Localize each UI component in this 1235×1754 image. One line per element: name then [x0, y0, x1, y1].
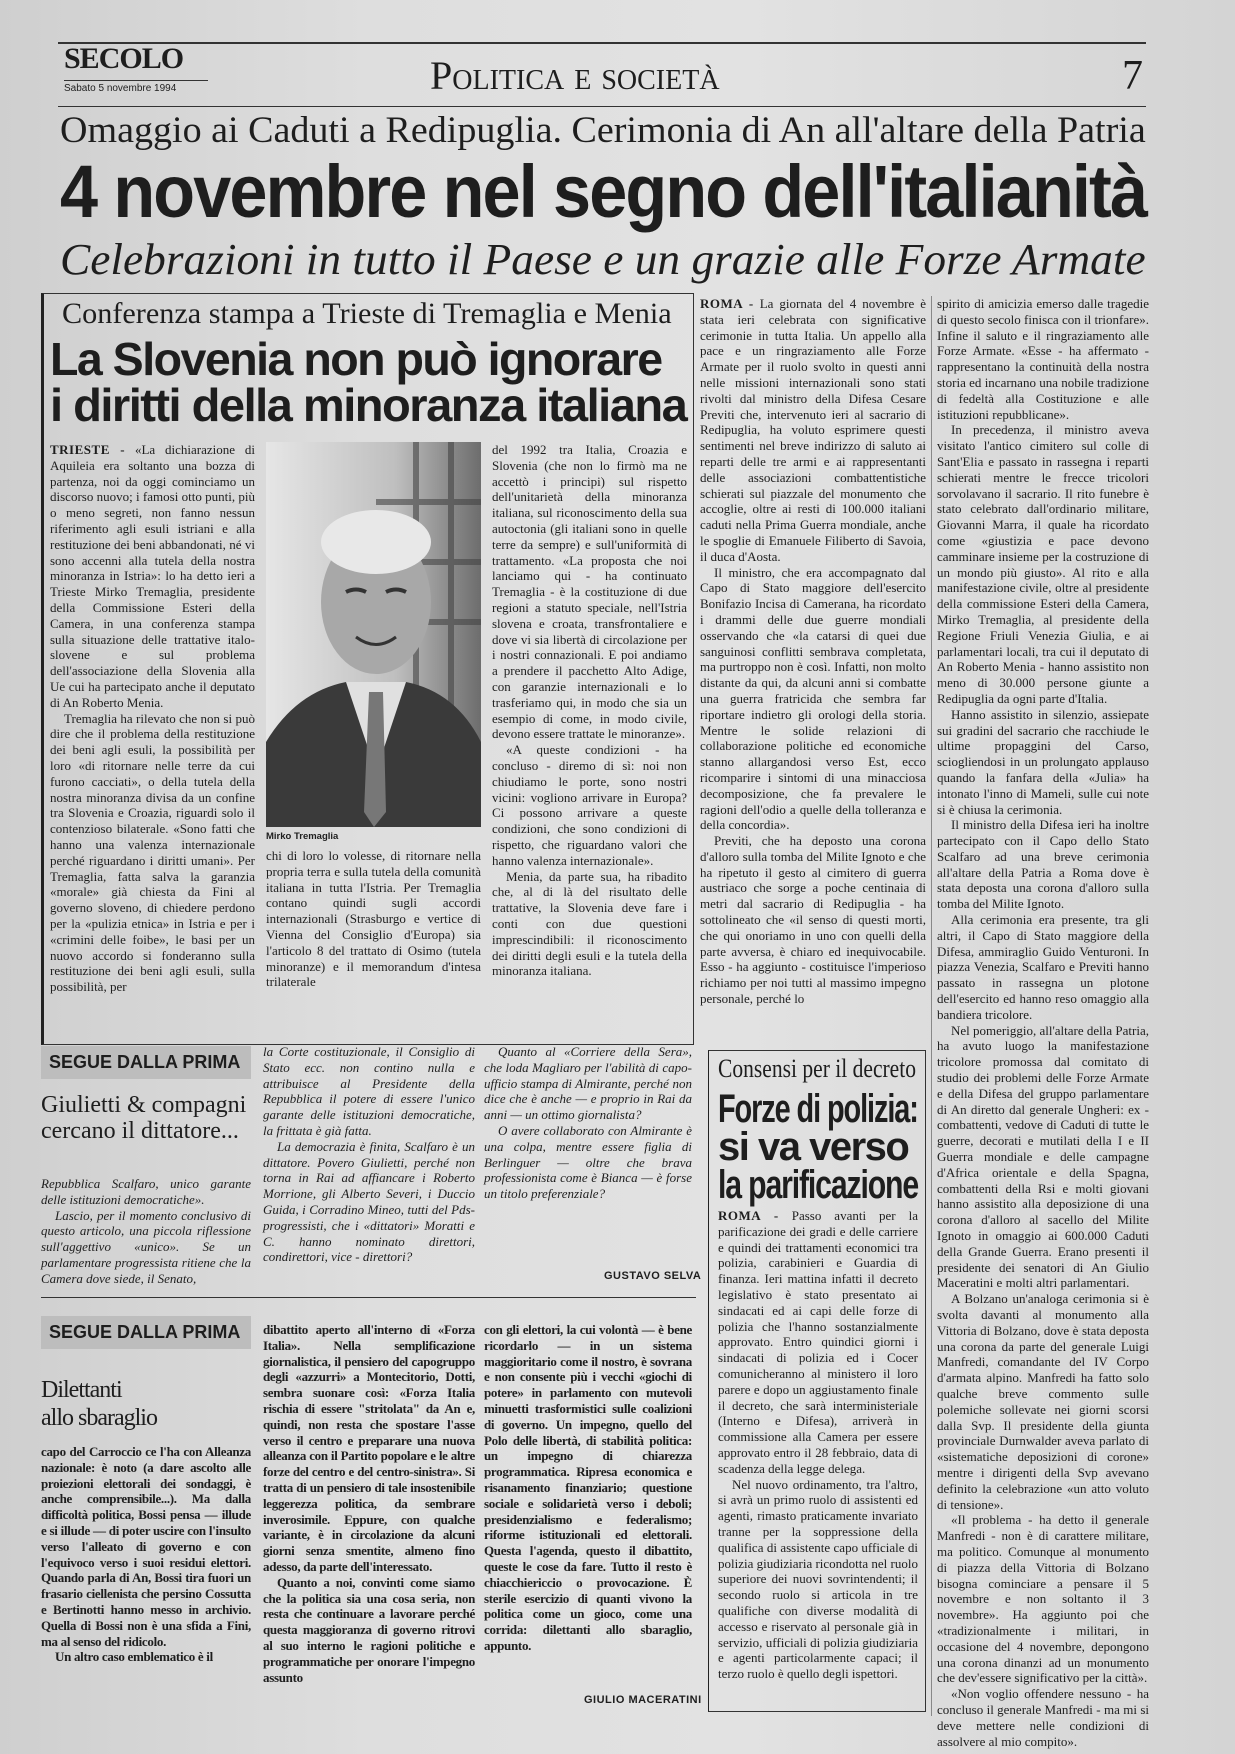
lead-headline-wrap	[60, 150, 1147, 233]
paragraph: spirito di amicizia emerso dalle tragedie di questo secolo finisca con il trionfare». Infine il saluto e il ringraziamento alle Forze Armate. «Esse - ha affermato - rappresentano la continuità della nostra storia ed incarnano una nobile tradizione di fedeltà alla Costituzione e alle istituzioni repubblicane».	[937, 296, 1149, 422]
paragraph: del 1992 tra Italia, Croazia e Slovenia (che non lo firmò ma ne accettò i principi) sul rispetto dell'unitarietà della minoranza italiana, sul riconoscimento della sua autoctonia (gli italiani sono in quelle terre da sempre) e sull'uniformità di trattamento. «La proposta che noi lanciamo qui - ha continuato Tremaglia - è la costituzione di due regioni a statuto speciale, nell'Istria slovena e croata, transfrontaliere e dove vi sia libertà di circolazione per i nostri connazionali. E poi andiamo a prendere il pacchetto Alto Adige, con garanzie internazionali e lo trasferiamo qui, in modo che sia un esempio di come, in modo civile, devono essere trattate le minoranze».	[492, 442, 687, 742]
paragraph: In precedenza, il ministro aveva visitato l'antico cimitero sul colle di Sant'Elia e passato in rassegna i reparti schierati mentre le frecce tricolori sorvolavano il sacrario. Il rito funebre è stato celebrato dall'ordinario militare, Giovanni Marra, il quale ha ricordato come «giustizia e pace devono camminare insieme per la costruzione di un mondo più giusto». Al rito e alla manifestazione civile, oltre al presidente della commissione Esteri della Camera, Mirko Tremaglia, al presidente della Regione Friuli Venezia Giulia, e ai parlamentari locali, tra cui il deputato di An Roberto Menia - hanno assistito non meno di 30.000 persone giunte a Redipuglia da ogni parte d'Italia.	[937, 422, 1149, 706]
portrait-image	[266, 442, 481, 827]
headline-line: Forze di polizia:	[718, 1087, 918, 1131]
trieste-headline-line2: i diritti della minoranza italiana	[50, 379, 687, 431]
logo-rule	[64, 80, 208, 81]
polizia-kicker: Consensi per il decreto	[718, 1054, 916, 1083]
lead-kicker-wrap	[60, 112, 1146, 150]
paragraph: «La dichiarazione di Aquileia era soltanto una bozza di partenza, noi da oggi cominciamo un discorso nuovo; i famosi otto punti, più o meno segreti, non fanno nessun riferimento agli esuli istriani e alla restituzione dei beni abbandonati, né vi sono accenni alla tutela della nostra minoranza in Istria»: lo ha detto ieri a Trieste Mirko Tremaglia, presidente della Commissione Esteri della Camera, in una conferenza stampa sulla situazione delle trattative italo-slovene e sul problema dell'associazione della Slovenia alla Ue cui ha partecipato anche il deputato di An Roberto Menia.	[50, 442, 256, 710]
paragraph: La giornata del 4 novembre è stata ieri celebrata con significative cerimonie in tutta Italia. Un appello alla pace e un ringraziamento alle Forze Armate per il ruolo svolto in questi anni nelle missioni internazionali sono stati rivolti dal ministro della Difesa Cesare Previti che, intervenuto ieri al sacrario di Redipuglia, ha voluto esprimere questi sentimenti nel breve indirizzo di saluto ai reparti delle tre armi e ai rappresentanti delle associazioni combattentistiche schierati sul piazzale del monumento che accoglie, oltre ai resti di 100.000 italiani caduti nella Prima Guerra mondiale, anche le spoglie di Emanuele Filiberto di Savoia, il duca d'Aosta.	[700, 296, 926, 564]
lead-column-1	[700, 296, 926, 1042]
trieste-column-3	[492, 442, 687, 1042]
paragraph: la Corte costituzionale, il Consiglio di Stato ecc. non contino nulla e attribuisce al Presidente della Repubblica il potere di essere l'unico garante delle istituzioni democratiche, la frittata è già fatta.	[263, 1044, 475, 1138]
page-number: 7	[1122, 53, 1143, 99]
headline-line: si va verso	[718, 1125, 909, 1169]
section-rule	[41, 1297, 696, 1298]
section-title: Politica e società	[430, 53, 720, 98]
paragraph: Tremaglia ha rilevato che non si può dire che il problema della restituzione dei beni agli esuli, la possibilità per loro «di ritornare nelle terre da cui furono cacciati», o della tutela della nostra minoranza divisa da un confine tra Slovenia e Croazia, riguardi solo il contenzioso bilaterale. «Sono fatti che hanno una valenza internazionale perché riguardano i diritti umani». Per Tremaglia, fatta salva la garanzia «morale» già chiesta da Fini al governo sloveno, di chiedere perdono per la «pulizia etnica» in Istria e per i «crimini delle foibe», le basi per un nuovo accordo si fonderanno sulla restituzione dei beni agli esuli, sulla possibilità, per	[50, 710, 255, 995]
paragraph: Hanno assistito in silenzio, assiepate sui gradini del sacrario che racchiude le ultime propaggini del Carso, sciogliendosi in un prolungato applauso quando la fanfara della «Julia» ha intonato l'inno di Mameli, sulle cui note si è chiusa la cerimonia.	[937, 706, 1149, 817]
photo-caption: Mirko Tremaglia	[266, 831, 339, 842]
trieste-headline-line1: La Slovenia non può ignorare	[50, 333, 662, 385]
headline-line: Dilettanti	[41, 1377, 122, 1403]
dilettanti-headline	[41, 1376, 157, 1432]
lead-subhead: Celebrazioni in tutto il Paese e un grazie alle Forze Armate	[60, 235, 1146, 284]
polizia-column	[718, 1208, 918, 1706]
paragraph: chi di loro lo volesse, di ritornare nella propria terra e sulla tutela della comunità italiana in tutta l'Istria. Per Tremaglia contano quindi sugli accordi internazionali (Strasburgo e vertice di Vienna del Consiglio d'Europa) sia l'articolo 8 del trattato di Osimo (tutela minoranze) e il memorandum d'intesa trilaterale	[266, 848, 481, 990]
paragraph: «Il problema - ha detto il generale Manfredi - non è di carattere militare, ma politico. Comunque al monumento di piazza della Vittoria di Bolzano bisogna cominciare a pensare il 5 novembre e non soltanto il 3 novembre». Ha aggiunto poi che «tradizionalmente i militari, in occasione del 4 novembre, depongono una corona dinanzi ad un monumento che dev'essere significativo per la città».	[937, 1512, 1149, 1686]
dilettanti-column-2	[263, 1322, 475, 1714]
segue-label: SEGUE DALLA PRIMA	[41, 1046, 251, 1079]
masthead-rule	[58, 106, 1146, 107]
trieste-kicker-wrap	[62, 297, 682, 331]
headline-line: allo sbaraglio	[41, 1405, 157, 1431]
giulietti-column-1	[41, 1176, 251, 1288]
dateline: TRIESTE -	[50, 442, 126, 457]
paragraph: Alla cerimonia era presente, tra gli altri, il Capo di Stato maggiore della Difesa, ammiraglio Guido Venturoni. In piazza Venezia, Scalfaro e Previti hanno passato in rassegna un plotone dell'esercito ed hanno reso omaggio alla bandiera tricolore.	[937, 912, 1149, 1022]
paragraph: Quanto a noi, convinti come siamo che la politica sia una cosa seria, non resta che continuare a lavorare perché questa maggioranza di governo ritrovi al suo interno le ragioni politiche e programmatiche per onorare l'impegno assunto	[263, 1574, 475, 1685]
paragraph: Menia, da parte sua, ha ribadito che, al di là del risultato delle trattative, la Slovenia deve fare i conti con due questioni imprescindibili: il riconoscimento dei diritti degli esuli e la tutela della minoranza italiana.	[492, 868, 687, 979]
newspaper-logo: SECOLO	[64, 42, 184, 75]
paragraph: Un altro caso emblematico è il	[55, 1649, 213, 1665]
trieste-column-1	[50, 442, 255, 1042]
paragraph: O avere collaborato con Almirante è una colpa, mentre essere figlia di Berlinguer — oltre che brava professionista come è Bianca — è forse un titolo preferenziale?	[484, 1122, 692, 1202]
paragraph: dibattito aperto all'interno di «Forza Italia». Nella semplificazione giornalistica, il pensiero del capogruppo degli «azzurri» a Montecitorio, Dotti, sembra suonare così: «Forza Italia rischia di essere "stritolata" da An e, quindi, non resta che spostare l'asse verso il centro e preparare una nuova alleanza con il Partito popolare e le altre forze del centro e del centro-sinistra». Si tratta di un pensiero di tale insostenibile leggerezza politica, da sembrare inverosimile. Eppure, con qualche variante, è in circolazione da alcuni giorni senza smentite, almeno fino adesso, da parte dell'interessato.	[263, 1322, 475, 1574]
photo-mirko-tremaglia	[266, 442, 481, 827]
paragraph: con gli elettori, la cui volontà — è bene ricordarlo — in un sistema maggioritario come il nostro, è sovrana e non consente più i vecchi «giochi di potere» in parlamento con mutevoli minuetti trasformistici sulle coalizioni di governo. Un impegno, quello del Polo delle libertà, di stabilità politica: un impegno di chiarezza programmatica. Ripresa economica e risanamento finanziario; questione sociale e solidarietà verso i deboli; presidenzialismo e federalismo; riforme istituzionali ed elettorali. Questa l'agenda, questo il dibattito, queste le cose da fare. Tutto il resto è chiacchiericcio o provocazione. È sterile esercizio di quanti vivono la politica come un gioco, come una corrida: dilettanti allo sbaraglio, appunto.	[484, 1322, 692, 1653]
paragraph: Il ministro della Difesa ieri ha inoltre partecipato con il Capo dello Stato Scalfaro ad una breve cerimonia all'altare della Patria a Roma dove è stata deposta una corona d'alloro sulla tomba del Milite Ignoto.	[937, 817, 1149, 912]
lead-kicker: Omaggio ai Caduti a Redipuglia. Cerimonia di An all'altare della Patria	[60, 110, 1146, 151]
headline-line: la parificazione	[718, 1163, 918, 1207]
trieste-kicker: Conferenza stampa a Trieste di Tremaglia e Menia	[62, 297, 672, 330]
trieste-headline-wrap	[50, 333, 687, 431]
paragraph: Quanto al «Corriere della Sera», che loda Magliaro per l'abilità di capo-ufficio stampa di Almirante, perché non dice che è anche — e proprio in Rai da anni — un ottimo giornalista?	[484, 1044, 692, 1123]
paragraph: Passo avanti per la parificazione dei gradi e delle carriere e quindi dei trattamenti economici tra polizia, carabinieri e Guardia di finanza. Ieri mattina infatti il decreto legislativo è stato presentato ai sindacati ed ai capi delle forze di polizia che l'hanno sostanzialmente approvato. Entro quindici giorni i sindacati di polizia ed i Cocer comunicheranno al ministero il loro parere e dopo un aggiustamento finale il decreto, che sarà interministeriale (Interno e Difesa), arriverà in commissione alla Camera per essere approvato entro il 28 febbraio, data di scadenza della legge delega.	[718, 1208, 918, 1476]
paragraph: La democrazia è finita, Scalfaro è un dittatore. Povero Giulietti, perché non torna in Rai ad affiancare i Roberto Morrione, gli Alberto Severi, i Duccio Guida, i Corradino Mineo, tutti del Pds-progressisti, che i «dittatori» Moratti e C. hanno nominato direttori, condirettori, vice - direttori?	[263, 1138, 475, 1265]
lead-subhead-wrap	[60, 236, 1146, 284]
paragraph: Il ministro, che era accompagnato dal Capo di Stato maggiore dell'esercito Bonifazio Incisa di Camerana, ha ricordato i drammi delle due guerre mondiali osservando che «la catarsi di quei due sanguinosi conflitti sembrava completata, ma purtroppo non è così. Infatti, non molto distante da qui, da alcuni anni si combatte una guerra fratricida che sembra far riportare indietro gli orologi della storia. Mentre le solide relazioni di collaborazione politiche ed economiche stanno allargandosi verso Est, ecco ricomparire i sintomi di una minacciosa decomposizione, che fa prevalere le ragioni dell'odio a quelle della tolleranza e della concordia».	[700, 564, 926, 833]
dateline: ROMA -	[718, 1208, 779, 1223]
polizia-kicker-wrap	[718, 1054, 918, 1084]
issue-date: Sabato 5 novembre 1994	[64, 83, 177, 94]
byline: GUSTAVO SELVA	[604, 1270, 702, 1282]
paragraph: Nel pomeriggio, all'altare della Patria, ha avuto luogo la manifestazione tricolore promossa dal comitato di studio dei problemi delle Forze Armate e della Difesa del gruppo parlamentare di An diretto dal generale Ungheri: ex - combattenti, vedove di Caduti di tutte le guerre, decorati e mutilati della I e II Guerra mondiale e delle campagne d'Africa orientale e della Spagna, combattenti della Rsi e molti giovani hanno assistito alla deposizione di una corona d'alloro al sacello del Milite Ignoto in omaggio ai 600.000 Caduti della Grande Guerra. Erano presenti il presidente dei senatori di An Giulio Maceratini e molti altri parlamentari.	[937, 1022, 1149, 1291]
trieste-column-2	[266, 848, 481, 1042]
dilettanti-column-1	[41, 1444, 251, 1714]
paragraph: Nel nuovo ordinamento, tra l'altro, si avrà un primo ruolo di assistenti ed agenti, rimasto praticamente invariato tranne per la soppressione della qualifica di assistente capo ufficiale di polizia giudiziaria ricondotta nel ruolo superiore dei nuovi sovrintendenti; il secondo ruolo si articola in tre qualifiche con diverse modalità di accesso e riservato al personale già in servizio, ufficiali di polizia giudiziaria e agenti particolarmente capaci; il terzo ruolo è quello degli ispettori.	[718, 1476, 918, 1682]
giulietti-headline: Giulietti & compagni cercano il dittatore...	[41, 1092, 247, 1144]
paragraph: Lascio, per il momento conclusivo di questo articolo, una piccola riflessione sull'aggettivo «unico». Se un parlamentare progressista ritiene che la Camera dove siede, il Senato,	[41, 1207, 251, 1286]
dateline: ROMA -	[700, 296, 754, 311]
lead-headline: 4 novembre nel segno dell'italianità	[60, 150, 1147, 233]
paragraph: «Non voglio offendere nessuno - ha concluso il generale Manfredi - ma mi si deve mettere nelle condizioni di assolvere al mio compito».	[937, 1686, 1149, 1749]
segue-label: SEGUE DALLA PRIMA	[41, 1316, 251, 1349]
paragraph: capo del Carroccio ce l'ha con Alleanza nazionale: è noto (a dare ascolto alle proiezioni elettorali dei sondaggi, è anche comprensibile...). Ma dalla difficoltà politica, Bossi pensa — illude e si illude — di poter uscire con l'insulto verso l'alleato di governo e con l'equivoco verso i suoi residui elettori. Quando parla di An, Bossi tira fuori un frasario ciellenista che persino Cossutta e Bertinotti hanno messo in archivio. Quella di Bossi non è una sfida a Fini, ma al senso del ridicolo.	[41, 1444, 251, 1649]
giulietti-column-2	[263, 1044, 475, 1288]
dilettanti-column-3	[484, 1322, 692, 1686]
byline: GIULIO MACERATINI	[584, 1694, 702, 1706]
lead-column-2	[937, 296, 1149, 1749]
column-divider	[931, 296, 932, 1716]
top-rule	[58, 42, 1146, 44]
giulietti-column-3	[484, 1044, 692, 1264]
paragraph: Repubblica Scalfaro, unico garante delle istituzioni democratiche».	[41, 1176, 251, 1207]
polizia-headline	[718, 1087, 918, 1207]
paragraph: A Bolzano un'analoga cerimonia si è svolta davanti al monumento alla Vittoria di Bolzano, dove è stata deposta una corona da parte del generale Luigi Manfredi, comandante del IV Corpo d'armata alpino. Manfredi ha fatto solo qualche breve commento sulle polemiche sollevate nei giorni scorsi dalla Svp. Il presidente della giunta provinciale Durnwalder aveva parlato di «sistematiche deposizioni di corone» mentre i dirigenti della Svp avevano definito la celebrazione «un atto voluto di tensione».	[937, 1291, 1149, 1512]
paragraph: «A queste condizioni - ha concluso - diremo di sì: noi non chiudiamo le porte, sono nostri vicini: vogliono arrivare in Europa? Ci possono arrivare a queste condizioni, che sono condizioni di rispetto, che riguardano valori che hanno valenza internazionale».	[492, 742, 687, 868]
paragraph: Previti, che ha deposto una corona d'alloro sulla tomba del Milite Ignoto e che ha ripetuto il gesto al cimitero di guerra austriaco che sorge a poche centinaia di metri dal sacrario di Redipuglia - ha sottolineato che «il senso di questi morti, che qui onoriamo in uno con quelli della parte avversa, è chiaro ed inequivocabile. Esso - ha aggiunto - costituisce l'imperioso richiamo per noi tutti al massimo impegno personale, perché lo	[700, 833, 926, 1007]
